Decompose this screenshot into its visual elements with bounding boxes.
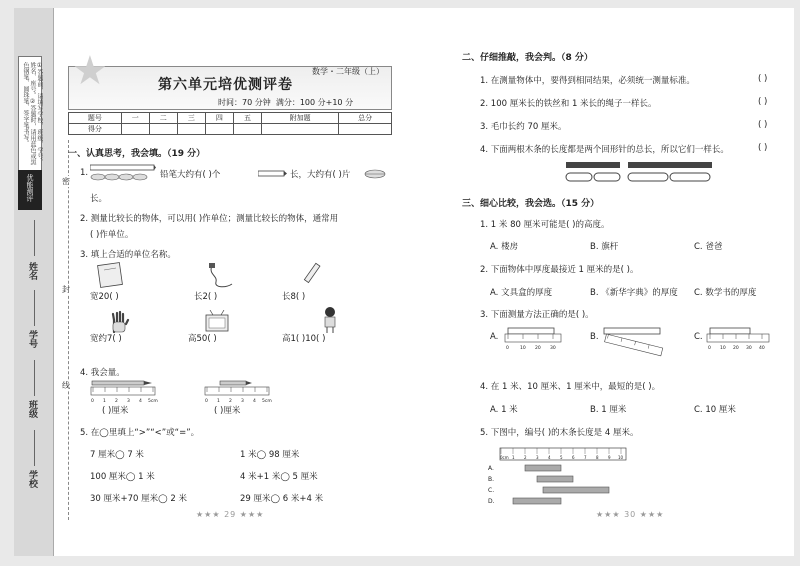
ruler-a-label: 30 xyxy=(550,346,556,351)
leaf-icon xyxy=(364,168,386,180)
score-input-cell[interactable] xyxy=(262,124,339,135)
q4-answer-b: ( )厘米 xyxy=(214,406,241,416)
time-limit: 时间：70 分钟 xyxy=(218,98,271,107)
section-1-title: 一、认真思考，我会填。（19 分） xyxy=(68,149,206,159)
ruler-a-label: 0 xyxy=(506,346,509,351)
score-input-cell[interactable] xyxy=(121,124,149,135)
ruler-b-tick: 5cm xyxy=(262,399,272,404)
tv-icon xyxy=(204,310,230,334)
q2-line2: ( )作单位。 xyxy=(90,230,134,240)
ruler-b-tick: 1 xyxy=(217,399,220,404)
ruler-a-label: 20 xyxy=(535,346,541,351)
ruler-tick-label: 5 xyxy=(560,455,563,460)
q1-text-b: 长，大约有( )片 xyxy=(290,170,351,180)
unit-book: 宽20( ) xyxy=(90,292,119,302)
judge-item: 3. 毛巾长约 70 厘米。 xyxy=(480,122,567,132)
ruler-c-label: 30 xyxy=(746,346,752,351)
judge-item: 1. 在测量物体中，要得到相同结果，必须统一测量标准。 xyxy=(480,76,695,86)
ruler-c-label: 40 xyxy=(759,346,765,351)
page-number-left: ★★★ 29 ★★★ xyxy=(196,510,265,519)
exam-title: 第六单元培优测评卷 xyxy=(158,77,293,93)
q4-answer-a: ( )厘米 xyxy=(102,406,129,416)
ruler-tick-label: 9 xyxy=(608,455,611,460)
ruler-option-c xyxy=(706,326,770,354)
wood-strip-c xyxy=(543,487,609,493)
choice-option[interactable]: B. xyxy=(590,332,599,342)
ruler-b-tick: 0 xyxy=(205,399,208,404)
ruler-tick-label: 1 xyxy=(512,455,515,460)
ruler-c-label: 0 xyxy=(708,346,711,351)
student-id-field[interactable] xyxy=(34,290,35,326)
score-input-cell[interactable] xyxy=(177,124,205,135)
judge-item: 4. 下面两根木条的长度都是两个回形针的总长，所以它们一样长。 xyxy=(480,145,729,155)
choice-option[interactable]: B. 1 厘米 xyxy=(590,405,627,415)
unit-cable: 长2( ) xyxy=(194,292,218,302)
page-number-right-value: 30 xyxy=(624,510,637,519)
score-input-cell[interactable] xyxy=(339,124,392,135)
full-score: 满分：100 分+10 分 xyxy=(275,98,354,107)
cut-line xyxy=(68,140,69,520)
q1-text-a: 铅笔大约有( )个 xyxy=(160,170,221,180)
table-cell: 题号 xyxy=(69,113,122,124)
score-input-cell[interactable] xyxy=(149,124,177,135)
ruler-a-tick: 5cm xyxy=(148,399,158,404)
bar-label-a: A. xyxy=(488,465,494,472)
class-label: 班级 xyxy=(27,400,37,418)
child-icon xyxy=(320,306,340,334)
cut-mark-mi: 密 xyxy=(62,177,70,186)
score-table-score-row xyxy=(69,124,392,135)
compare-item: 7 厘米◯ 7 米 xyxy=(90,450,144,460)
ruler-option-a xyxy=(504,326,564,354)
choice-q4: 4. 在 1 米、10 厘米、1 厘米中，最短的是( )。 xyxy=(480,382,661,392)
choice-q5: 5. 下图中，编号( )的木条长度是 4 厘米。 xyxy=(480,428,639,438)
choice-option[interactable]: A. 1 米 xyxy=(490,405,518,415)
cut-mark-xian: 线 xyxy=(62,381,70,390)
q4-title: 4. 我会量。 xyxy=(80,368,125,378)
ruler-b-tick: 3 xyxy=(241,399,244,404)
school-label: 学校 xyxy=(27,470,37,488)
binding-notice: ①答题前，请填写学校、班级、学号、姓名、座号。②答题时，请用蓝色或黑色钢笔、圆珠笔、签字笔书写。 xyxy=(22,62,43,165)
choice-option[interactable]: B. 《新华字典》的厚度 xyxy=(590,288,678,298)
score-input-cell[interactable] xyxy=(205,124,233,135)
ruler-b-tick: 2 xyxy=(229,399,232,404)
ruler-c-label: 10 xyxy=(720,346,726,351)
compare-item: 29 厘米◯ 6 米+4 米 xyxy=(240,494,324,504)
bar-label-d: D. xyxy=(488,498,495,505)
judge-answer[interactable]: ( ) xyxy=(758,143,768,153)
section-3-title: 三、细心比较，我会选。（15 分） xyxy=(462,199,600,209)
page-number-right: ★★★ 30 ★★★ xyxy=(596,510,665,519)
subject-label: 数学・二年级（上） xyxy=(312,67,384,76)
table-cell: 附加题 xyxy=(262,113,339,124)
judge-answer[interactable]: ( ) xyxy=(758,97,768,107)
book-icon xyxy=(96,262,126,288)
ruler-a-tick: 0 xyxy=(91,399,94,404)
q5-title: 5. 在◯里填上“>”“<”或“=”。 xyxy=(80,428,200,438)
choice-option[interactable]: B. 旗杆 xyxy=(590,242,619,252)
ruler-tick-label: 10 xyxy=(618,455,624,460)
ruler-tick-label: 8 xyxy=(596,455,599,460)
pencil-icon xyxy=(300,262,324,290)
wood-strip-ruler-figure xyxy=(486,446,628,512)
choice-q2: 2. 下面物体中厚度最接近 1 厘米的是( )。 xyxy=(480,265,639,275)
page-number-left-value: 29 xyxy=(224,510,237,519)
section-2-title: 二、仔细推敲，我会判。（8 分） xyxy=(462,53,593,63)
ruler-tick-label: 3 xyxy=(536,455,539,460)
compare-item: 100 厘米◯ 1 米 xyxy=(90,472,155,482)
exam-meta xyxy=(218,97,353,108)
choice-option[interactable]: A. 楼房 xyxy=(490,242,519,252)
ruler-tick-label: 4 xyxy=(548,455,551,460)
ruler-option-b xyxy=(602,326,666,360)
choice-option[interactable]: C. 爸爸 xyxy=(694,242,723,252)
small-pencil-icon xyxy=(258,170,288,178)
ruler-tick-label: 7 xyxy=(584,455,587,460)
ruler-start-label: 0cm xyxy=(500,455,509,460)
cable-icon xyxy=(206,262,236,290)
wood-strips-paperclips xyxy=(564,160,714,186)
binding-badge: 优能测评 xyxy=(26,174,34,202)
bar-label-b: B. xyxy=(488,476,495,483)
q1-number: 1. xyxy=(80,168,89,178)
choice-option[interactable]: A. 文具盒的厚度 xyxy=(490,288,553,298)
star-icon: ★ xyxy=(72,48,108,94)
ruler-tick-label: 6 xyxy=(572,455,575,460)
score-table-header-row xyxy=(69,113,392,124)
q2-line1: 2. 测量比较长的物体，可以用( )作单位；测量比较长的物体，通常用 xyxy=(80,214,339,224)
ruler-a-tick: 2 xyxy=(115,399,118,404)
choice-option[interactable]: A. xyxy=(490,332,499,342)
table-cell: 四 xyxy=(205,113,233,124)
table-cell: 得分 xyxy=(69,124,122,135)
table-cell: 总分 xyxy=(339,113,392,124)
unit-pencil: 长8( ) xyxy=(282,292,306,302)
cut-mark-feng: 封 xyxy=(62,285,70,294)
q3-title: 3. 填上合适的单位名称。 xyxy=(80,250,176,260)
score-input-cell[interactable] xyxy=(233,124,261,135)
ruler-a-label: 10 xyxy=(520,346,526,351)
class-field[interactable] xyxy=(34,360,35,396)
ruler-c-label: 20 xyxy=(733,346,739,351)
compare-item: 1 米◯ 98 厘米 xyxy=(240,450,300,460)
table-cell: 三 xyxy=(177,113,205,124)
ruler-a-tick: 3 xyxy=(127,399,130,404)
score-table xyxy=(68,112,392,135)
unit-child: 高1( )10( ) xyxy=(282,334,326,344)
judge-item: 2. 100 厘米长的铁丝和 1 米长的绳子一样长。 xyxy=(480,99,657,109)
choice-q3: 3. 下面测量方法正确的是( )。 xyxy=(480,310,594,320)
unit-hand: 宽约7( ) xyxy=(90,334,122,344)
wood-strip-d xyxy=(513,498,561,504)
hand-icon xyxy=(108,310,132,334)
ruler-a-tick: 1 xyxy=(103,399,106,404)
compare-item: 30 厘米+70 厘米◯ 2 米 xyxy=(90,494,187,504)
pencil-leaves-icon xyxy=(90,163,156,183)
compare-item: 4 米+1 米◯ 5 厘米 xyxy=(240,472,318,482)
name-field[interactable] xyxy=(34,220,35,256)
judge-answer[interactable]: ( ) xyxy=(758,74,768,84)
q1-text-c: 长。 xyxy=(90,194,108,204)
ruler-tick-label: 2 xyxy=(524,455,527,460)
name-label: 姓名 xyxy=(27,262,37,280)
ruler-a xyxy=(90,380,158,404)
ruler-b xyxy=(204,380,272,404)
table-cell: 五 xyxy=(233,113,261,124)
choice-q1: 1. 1 米 80 厘米可能是( )的高度。 xyxy=(480,220,610,230)
choice-option[interactable]: C. xyxy=(694,332,703,342)
table-cell: 二 xyxy=(149,113,177,124)
ruler-a-tick: 4 xyxy=(139,399,142,404)
judge-answer[interactable]: ( ) xyxy=(758,120,768,130)
school-field[interactable] xyxy=(34,430,35,466)
wood-strip-a xyxy=(525,465,561,471)
choice-option[interactable]: C. 数学书的厚度 xyxy=(694,288,757,298)
choice-option[interactable]: C. 10 厘米 xyxy=(694,405,736,415)
table-cell: 一 xyxy=(121,113,149,124)
ruler-b-tick: 4 xyxy=(253,399,256,404)
wood-strip-b xyxy=(537,476,573,482)
unit-tv: 高50( ) xyxy=(188,334,217,344)
bar-label-c: C. xyxy=(488,487,495,494)
student-id-label: 学号 xyxy=(27,330,37,348)
